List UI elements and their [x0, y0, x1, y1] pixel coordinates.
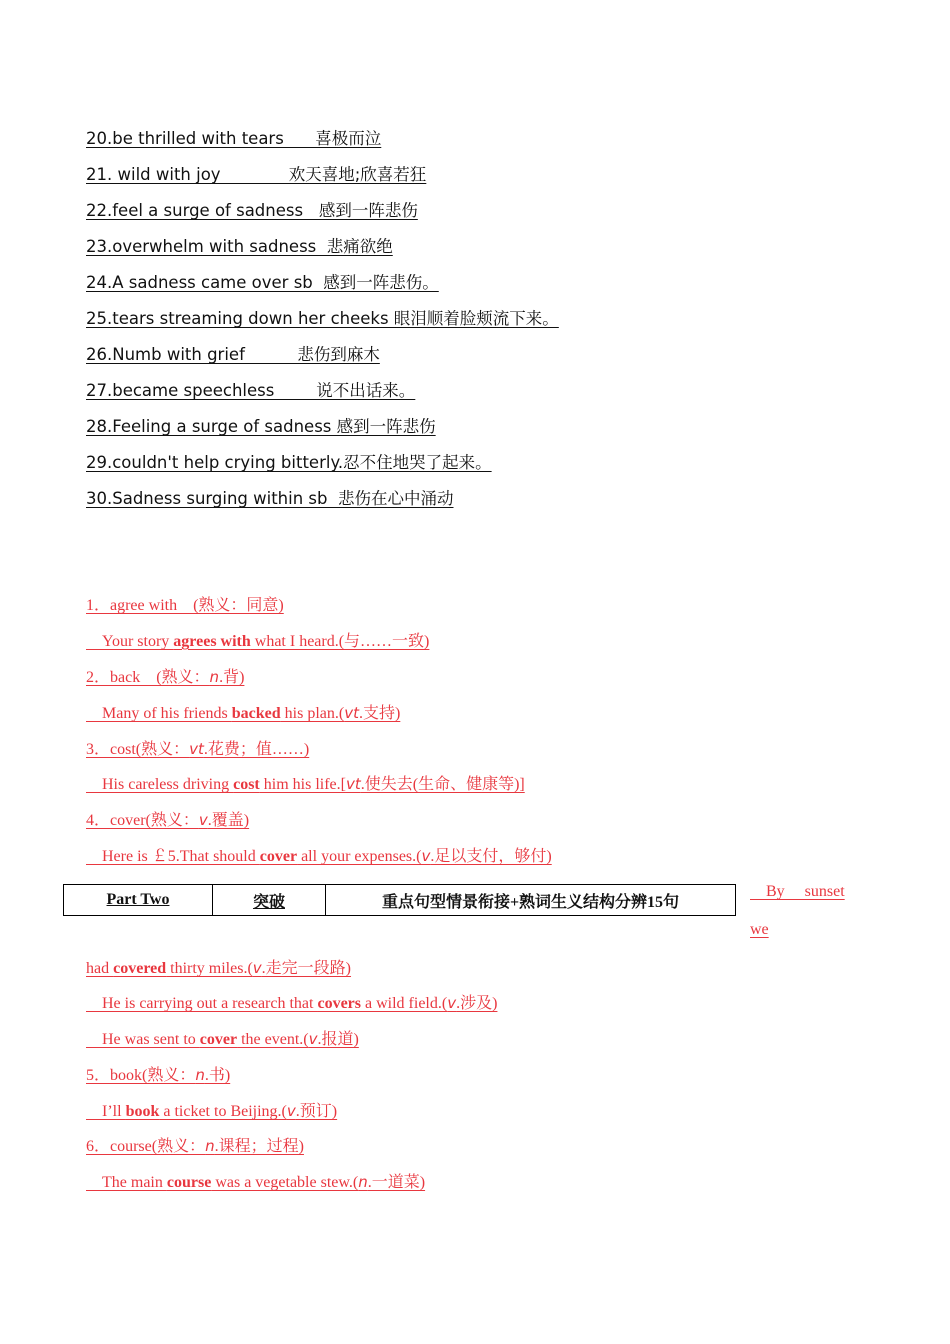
vocab-example-cover-expenses: Here is ￡5.That should cover all your expenses.(v.足以支付，够付): [86, 847, 552, 865]
phrase-28: 28.Feeling a surge of sadness 感到一阵悲伤: [86, 417, 436, 436]
part-two-header-table: [63, 884, 736, 916]
vocab-heading-back: 2．back (熟义：n.背): [86, 668, 245, 686]
vocab-heading-cover: 4．cover(熟义：v.覆盖): [86, 811, 250, 829]
vocab-heading-book: 5．book(熟义：n.书): [86, 1066, 231, 1084]
phrase-23: 23.overwhelm with sadness 悲痛欲绝: [86, 237, 393, 256]
vocab-example-cost: His careless driving cost him his life.[vt.使失去(生命、健康等)]: [86, 775, 525, 793]
vocab-heading-agree-with: 1．agree with (熟义：同意): [86, 597, 284, 614]
vocab-example-book: I’ll book a ticket to Beijing.(v.预订): [86, 1102, 338, 1120]
section-label: 突破: [213, 885, 326, 916]
phrase-21: 21. wild with joy 欢天喜地;欣喜若狂: [86, 165, 427, 184]
vocab-example-cover-miles: had covered thirty miles.(v.走完一段路): [86, 959, 352, 977]
section-title: 重点句型情景衔接+熟词生义结构分辨15句: [326, 885, 736, 916]
vocab-heading-cost: 3．cost(熟义：vt.花费；值……): [86, 740, 310, 758]
phrase-30: 30.Sadness surging within sb 悲伤在心中涌动: [86, 489, 454, 508]
phrase-26: 26.Numb with grief 悲伤到麻木: [86, 345, 380, 364]
vocab-example-course: The main course was a vegetable stew.(n.一道菜): [86, 1173, 426, 1191]
phrase-22: 22.feel a surge of sadness 感到一阵悲伤: [86, 201, 418, 220]
vocab-example-back: Many of his friends backed his plan.(vt.支持): [86, 704, 401, 722]
vocab-example-agree-with: Your story agrees with what I heard.(与……一致): [86, 633, 430, 650]
vocab-example-cover-event: He was sent to cover the event.(v.报道): [86, 1030, 359, 1048]
vocab-heading-course: 6．course(熟义：n.课程；过程): [86, 1137, 304, 1155]
vocab-example-cover-field: He is carrying out a research that covers a wild field.(v.涉及): [86, 994, 498, 1012]
phrase-29: 29.couldn't help crying bitterly.忍不住地哭了起来。: [86, 453, 492, 472]
phrase-20: 20.be thrilled with tears 喜极而泣: [86, 129, 382, 148]
side-note-line-1: By sunset: [750, 883, 845, 900]
phrase-24: 24.A sadness came over sb 感到一阵悲伤。: [86, 273, 439, 292]
part-label: Part Two: [64, 885, 213, 916]
side-note-line-2: we: [750, 921, 769, 938]
phrase-27: 27.became speechless 说不出话来。: [86, 381, 416, 400]
phrase-25: 25.tears streaming down her cheeks 眼泪顺着脸颊流下来。: [86, 309, 559, 328]
